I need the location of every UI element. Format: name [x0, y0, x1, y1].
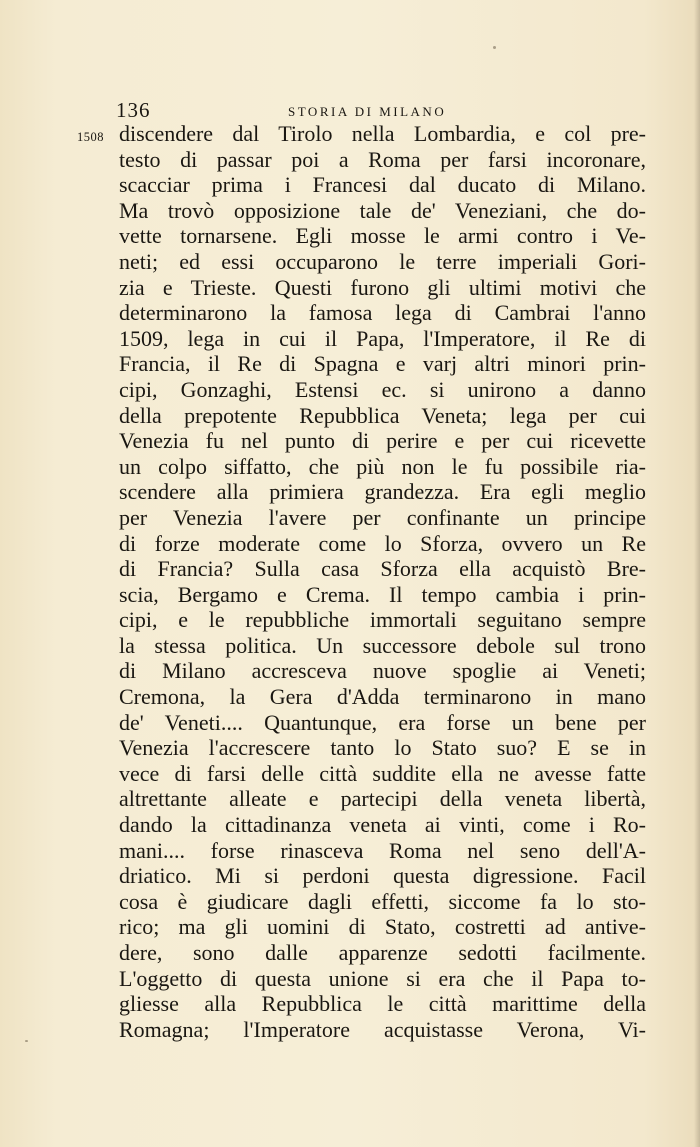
text-line: scia, Bergamo e Crema. Il tempo cambia i prin- [119, 581, 646, 607]
text-line: dere, sono dalle apparenze sedotti facilmente. [119, 940, 646, 965]
margin-year-note: 1508 [77, 130, 104, 144]
page-number: 136 [116, 98, 151, 122]
text-line: di Milano accresceva nuove spoglie ai Veneti; [119, 658, 646, 684]
page-edge-shadow [694, 0, 700, 1147]
text-line: testo di passar poi a Roma per farsi incoronare, [119, 146, 646, 172]
text-line: Venezia fu nel punto di perire e per cui ricevette [119, 428, 646, 454]
text-line: mani.... forse rinasceva Roma nel seno dell'A- [119, 837, 646, 863]
text-line: L'oggetto di questa unione si era che il Papa to- [119, 965, 646, 991]
text-line: neti; ed essi occuparono le terre imperiali Gori- [119, 248, 646, 274]
text-line: di forze moderate come lo Sforza, ovvero un Re [119, 530, 646, 556]
text-line: della prepotente Repubblica Veneta; lega per cui [119, 402, 646, 428]
text-line: cipi, Gonzaghi, Estensi ec. si unirono a danno [119, 376, 646, 402]
text-line: determinarono la famosa lega di Cambrai l'anno [119, 300, 646, 326]
text-line: un colpo siffatto, che più non le fu possibile ria- [119, 453, 646, 479]
paper-speck [25, 1040, 28, 1042]
text-line: Cremona, la Gera d'Adda terminarono in mano [119, 684, 646, 710]
text-line: vece di farsi delle città suddite ella ne avesse fatte [119, 760, 646, 786]
paper-speck [493, 46, 496, 49]
text-line: cosa è giudicare dagli effetti, siccome fa lo sto- [119, 888, 646, 914]
text-line: la stessa politica. Un successore debole sul trono [119, 632, 646, 658]
body-text [119, 121, 646, 1042]
text-line: Venezia l'accrescere tanto lo Stato suo? E se in [119, 735, 646, 761]
text-line: vette tornarsene. Egli mosse le armi contro i Ve- [119, 223, 646, 249]
text-line: di Francia? Sulla casa Sforza ella acquistò Bre- [119, 556, 646, 582]
text-line: de' Veneti.... Quantunque, era forse un bene per [119, 709, 646, 735]
text-line: rico; ma gli uomini di Stato, costretti ad antive- [119, 914, 646, 940]
text-line: 1509, lega in cui il Papa, l'Imperatore, il Re di [119, 325, 646, 351]
text-line: Romagna; l'Imperatore acquistasse Verona, Vi- [119, 1016, 646, 1042]
text-line: Ma trovò opposizione tale de' Veneziani, che do- [119, 197, 646, 223]
text-line: driatico. Mi si perdoni questa digressione. Facil [119, 863, 646, 889]
running-title: STORIA DI MILANO [288, 104, 447, 119]
text-line: cipi, e le repubbliche immortali seguitano sempre [119, 607, 646, 633]
text-line: scendere alla primiera grandezza. Era egli meglio [119, 479, 646, 505]
text-line: gliesse alla Repubblica le città marittime della [119, 991, 646, 1017]
text-line: Francia, il Re di Spagna e varj altri minori prin- [119, 351, 646, 377]
text-line: dando la cittadinanza veneta ai vinti, come i Ro- [119, 812, 646, 838]
text-line: per Venezia l'avere per confinante un principe [119, 504, 646, 530]
text-line: scacciar prima i Francesi dal ducato di Milano. [119, 172, 646, 198]
text-line: discendere dal Tirolo nella Lombardia, e col pre- [119, 121, 646, 146]
text-line: zia e Trieste. Questi furono gli ultimi motivi che [119, 274, 646, 300]
text-line: altrettante alleate e partecipi della veneta libertà, [119, 786, 646, 812]
